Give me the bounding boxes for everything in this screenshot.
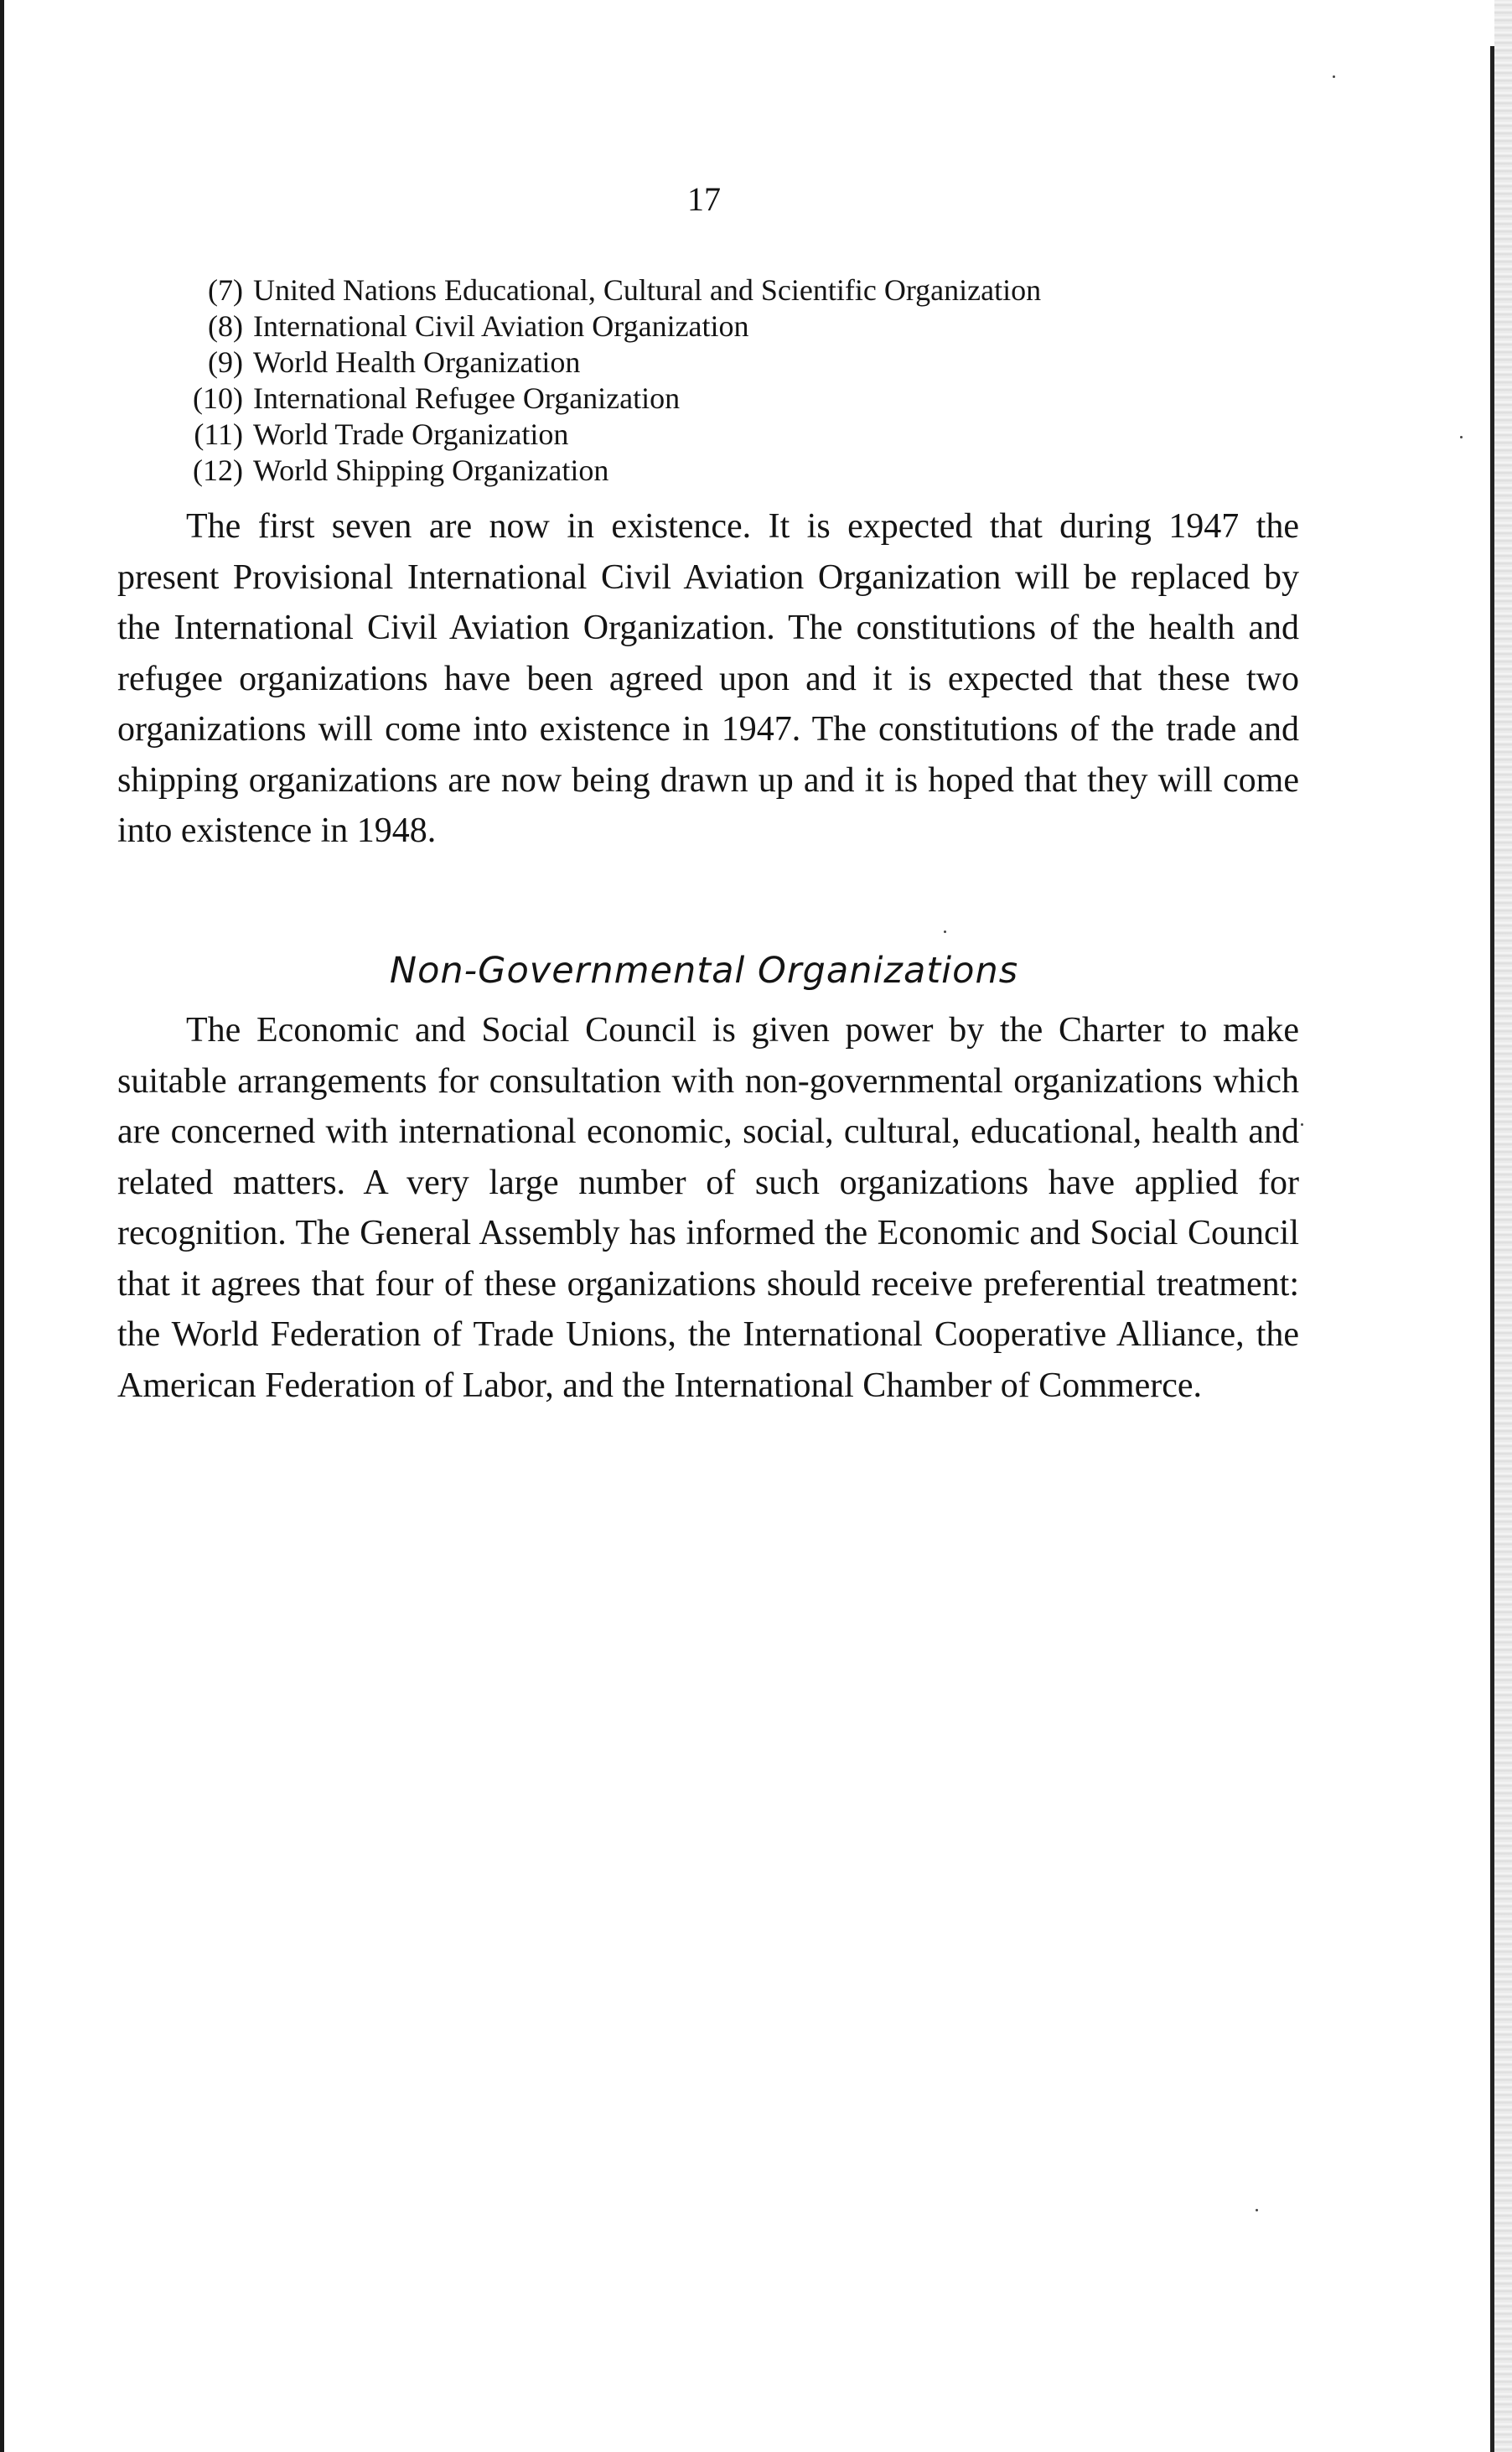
list-item-name: United Nations Educational, Cultural and Scientific Organization [253,273,1042,307]
scan-speck [944,931,946,933]
list-item [178,308,1041,345]
scan-speck [1333,75,1335,78]
scan-speck [1256,2209,1258,2211]
list-item-number: (12) [193,454,243,487]
scan-speck [1301,1123,1303,1126]
list-item-name: World Trade Organization [253,417,569,451]
list-item [178,417,1041,453]
list-item [178,345,1041,381]
list-item-number: (11) [194,417,243,451]
list-item-name: International Civil Aviation Organization [253,309,749,343]
list-item-name: World Shipping Organization [253,454,609,487]
list-item-name: World Health Organization [253,345,581,379]
list-item-number: (10) [193,381,243,415]
page-right-edge [1494,0,1512,2452]
scan-speck [1460,436,1463,438]
list-item-name: International Refugee Organization [253,381,681,415]
page-left-edge [0,0,4,2452]
list-item-number: (7) [208,273,243,307]
list-item-number: (8) [208,309,243,343]
list-item [178,272,1041,308]
body-paragraph: The first seven are now in existence. It is expected that during 1947 the present Provisional International Civil Aviation Organization will be replaced by the International Civil Aviation Organization. The constitutions of the health and refugee organizations have been agreed upon and it is expected that these two organizations will come into existence in 1947. The constitutions of the trade and shipping organizations are now being drawn up and it is hoped that they will come into existence in 1948. [117,507,1299,850]
body-paragraph: The Economic and Social Council is given power by the Charter to make suitable arrangements for consultation with non-governmental organizations which are concerned with international economic, social, cultural, educational, health and related matters. A very large number of such organizations have applied for recognition. The General Assembly has informed the Economic and Social Council that it agrees that four of these organizations should receive preferential treatment: the World Federation of Trade Unions, the International Cooperative Alliance, the American Federation of Labor, and the International Chamber of Commerce. [117,1011,1299,1405]
list-item [178,453,1041,489]
list-item-number: (9) [208,345,243,379]
page-number: 17 [687,180,721,218]
section-heading: Non-Governmental Organizations [389,950,1019,992]
organization-list [178,272,1041,489]
list-item [178,381,1041,417]
